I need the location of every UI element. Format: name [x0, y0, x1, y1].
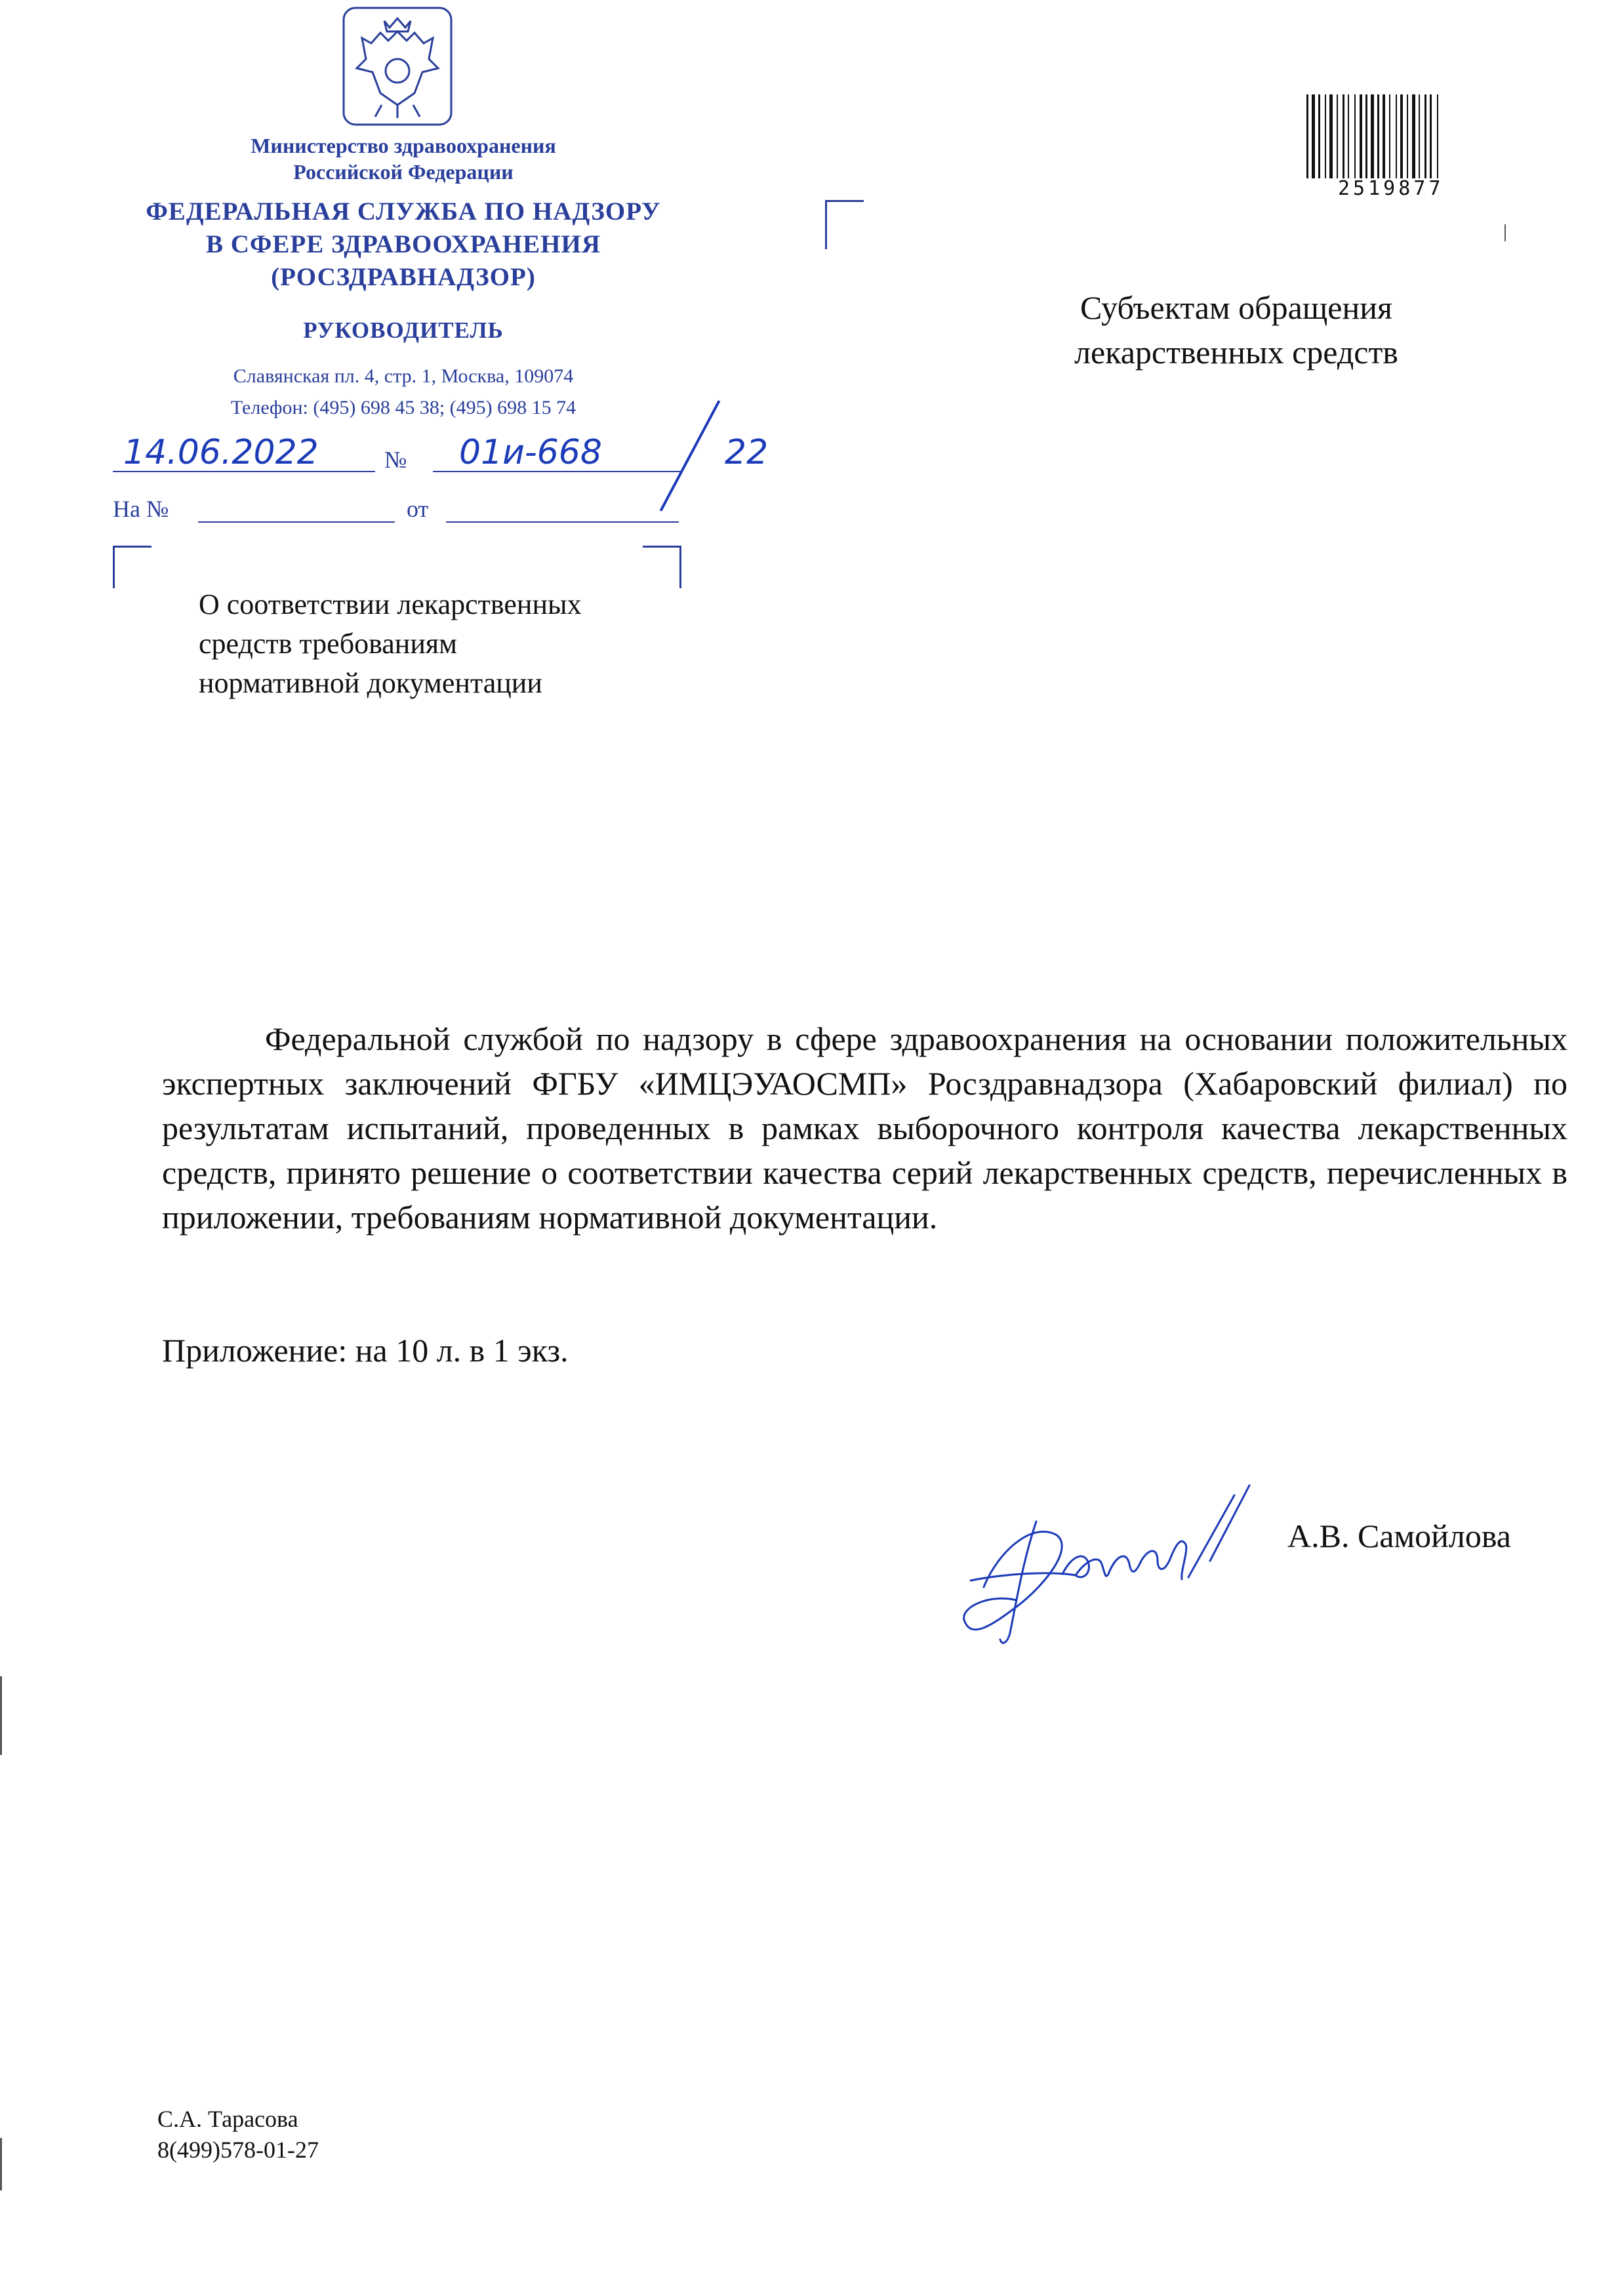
reference-number-line — [198, 521, 395, 523]
addressee-line-1: Субъектам обращения — [1080, 289, 1392, 326]
attachment-note: Приложение: на 10 л. в 1 экз. — [162, 1332, 569, 1369]
barcode-bar — [1377, 94, 1379, 178]
handwritten-signature — [944, 1423, 1259, 1653]
barcode-bar — [1412, 94, 1415, 178]
barcode-bar — [1354, 94, 1356, 178]
scan-edge-mark — [0, 2138, 2, 2190]
barcode — [1306, 94, 1503, 178]
registration-number-label: № — [384, 447, 407, 473]
reference-from-label: от — [407, 496, 429, 522]
registration-number: 01и-668 — [459, 433, 602, 472]
addressee — [984, 285, 1489, 374]
addressee-bracket-right — [1505, 224, 1506, 241]
reference-from-line — [446, 521, 679, 523]
letterhead-address: Славянская пл. 4, стр. 1, Москва, 109074 — [233, 365, 574, 387]
barcode-bar — [1343, 94, 1344, 178]
barcode-bar — [1419, 94, 1420, 178]
barcode-bar — [1312, 94, 1315, 178]
addressee-line-2: лекарственных средств — [1074, 334, 1398, 371]
service-name-line-3: (РОСЗДРАВНАДЗОР) — [271, 263, 536, 291]
barcode-bar — [1424, 94, 1426, 178]
addressee-bracket-left — [825, 200, 864, 249]
barcode-bar — [1325, 94, 1326, 178]
ministry-name-line-2: Российской Федерации — [293, 160, 514, 184]
barcode-bar — [1396, 94, 1397, 178]
service-name-line-1: ФЕДЕРАЛЬНАЯ СЛУЖБА ПО НАДЗОРУ — [146, 197, 661, 226]
barcode-bar — [1337, 94, 1338, 178]
ministry-name-line-1: Министерство здравоохранения — [251, 134, 556, 157]
executor-name: С.А. Тарасова — [157, 2106, 298, 2132]
service-name-line-2: В СФЕРЕ ЗДРАВООХРАНЕНИЯ — [205, 230, 601, 258]
barcode-bar — [1306, 94, 1308, 178]
barcode-bar — [1329, 94, 1333, 178]
subject-line-3: нормативной документации — [199, 667, 542, 699]
subject-bracket-right — [643, 546, 681, 588]
coat-of-arms-icon — [342, 7, 453, 128]
registration-date: 14.06.2022 — [123, 433, 319, 472]
signatory-name: А.В. Самойлова — [1287, 1518, 1511, 1554]
subject-bracket-left — [113, 546, 152, 588]
registration-date-line — [113, 471, 375, 472]
executor-phone: 8(499)578-01-27 — [157, 2137, 319, 2163]
barcode-bar — [1318, 94, 1320, 178]
letterhead-phone: Телефон: (495) 698 45 38; (495) 698 15 74 — [230, 397, 576, 418]
registration-number-line — [433, 471, 682, 472]
barcode-bar — [1437, 94, 1438, 178]
barcode-bar — [1407, 94, 1408, 178]
barcode-bar — [1371, 94, 1374, 178]
barcode-bar — [1383, 94, 1385, 178]
letter-subject — [199, 585, 582, 703]
barcode-bar — [1360, 94, 1362, 178]
subject-line-1: О соответствии лекарственных — [199, 588, 582, 620]
role-title: РУКОВОДИТЕЛЬ — [303, 317, 504, 343]
barcode-bar — [1430, 94, 1432, 178]
barcode-bar — [1348, 94, 1349, 178]
registration-number-suffix: 22 — [725, 433, 769, 472]
reference-number-label: На № — [113, 496, 169, 522]
subject-line-2: средств требованиям — [199, 628, 457, 660]
body-paragraph: Федеральной службой по надзору в сфере здравоохранения на основании положительных экспертных заключений ФГБУ «ИМЦЭУАОСМП» Росздравнадзора (Хабаровский филиал) по результатам испытаний, проведенных в рамках выборочного контроля качества лекарственных средств, принято решение о соответствии качества серий лекарственных средств, перечисленных в приложении, требованиям нормативной документации. — [162, 1020, 1567, 1236]
barcode-bar — [1365, 94, 1367, 178]
barcode-bar — [1400, 94, 1403, 178]
barcode-bar — [1389, 94, 1390, 178]
barcode-number: 2519877 — [1338, 177, 1444, 200]
scan-edge-mark — [0, 1676, 2, 1755]
